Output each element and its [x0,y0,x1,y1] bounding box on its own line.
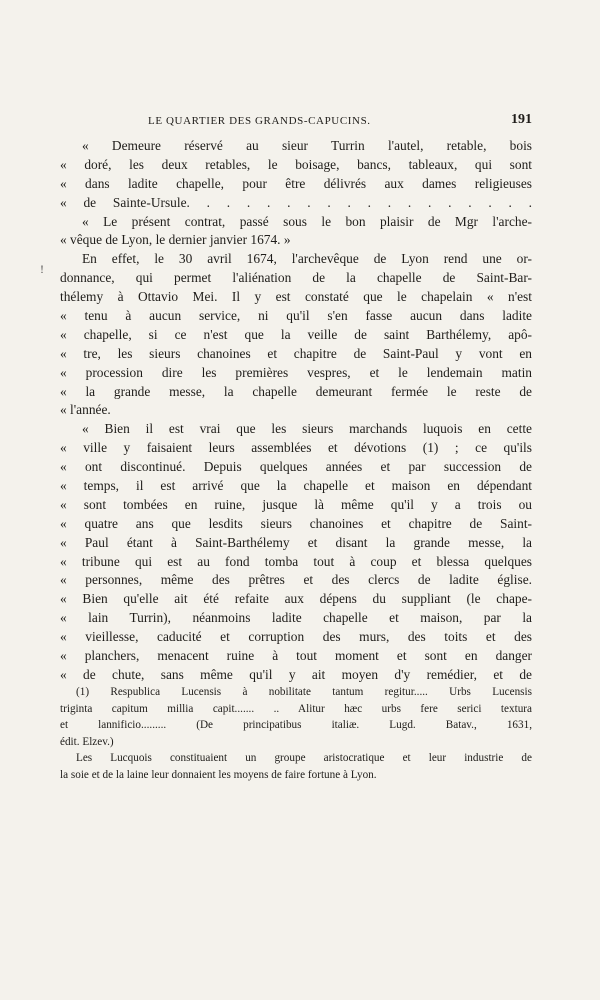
text-line: « de chute, sans même qu'il y ait moyen d'y remédier, et de [60,666,532,682]
text-line: « l'année. [60,402,111,418]
text-line: « tre, les sieurs chanoines et chapitre de Saint-Paul y vont en [60,345,532,361]
body-text [60,137,532,685]
text-line: « procession dire les premières vespres, et le lendemain matin [60,364,532,380]
text-line: « tribune qui est au fond tomba tout à coup et blessa quelques [60,553,532,569]
text-line: « planchers, menacent ruine à tout moment et sont en danger [60,648,532,664]
text-line: « quatre ans que lesdits sieurs chanoines et chapitre de Saint- [60,515,532,531]
text-line: « ville y faisaient leurs assemblées et dévotions (1) ; ce qu'ils [60,440,532,456]
text-line: « chapelle, si ce n'est que la veille de saint Barthélemy, apô- [60,326,532,342]
footnote [60,684,532,783]
page-header [60,112,532,132]
footnote-line: et lannificio......... (De principatibus italiæ. Lugd. Batav., 1631, [60,719,532,731]
text-line: « ont discontinué. Depuis quelques années et par succession de [60,459,532,475]
text-line: « Bien il est vrai que les sieurs marchands luquois en cette [82,421,532,437]
footnote-line: la soie et de la laine leur donnaient les moyens de faire fortune à Lyon. [60,768,377,781]
text-line: « personnes, même des prêtres et des clercs de ladite église. [60,572,532,588]
text-line: « vêque de Lyon, le dernier janvier 1674. » [60,232,291,248]
running-title: LE QUARTIER DES GRANDS-CAPUCINS. [148,115,371,127]
page-number: 191 [511,112,532,127]
text-line: « tenu à aucun service, ni qu'il s'en fasse aucun dans ladite [60,308,532,324]
text-line: « dans ladite chapelle, pour être délivrés aux dames religieuses [60,175,532,191]
footnote-line: triginta capitum millia capit....... .. Alitur hæc urbs fere serici textura [60,702,532,715]
text-line: En effet, le 30 avril 1674, l'archevêque de Lyon rend une or- [82,251,532,267]
footnote-line: édit. Elzev.) [60,735,114,748]
text-line: donnance, qui permet l'aliénation de la chapelle de Saint-Bar- [60,270,532,286]
text-line: « vieillesse, caducité et corruption des murs, des toits et des [60,629,532,645]
footnote-line: Les Lucquois constituaient un groupe aristocratique et leur industrie de [76,752,532,764]
text-line: « Le présent contrat, passé sous le bon plaisir de Mgr l'arche- [82,213,532,229]
text-line: « sont tombées en ruine, jusque là même qu'il y a trois ou [60,496,532,512]
text-line: « Demeure réservé au sieur Turrin l'autel, retable, bois [82,138,532,153]
text-line: « temps, il est arrivé que la chapelle et maison en dépendant [60,478,532,494]
text-line: « Bien qu'elle ait été refaite aux dépens du suppliant (le chape- [60,591,532,607]
text-line: « Paul étant à Saint-Barthélemy et disant la grande messe, la [60,534,532,550]
text-line: « lain Turrin), néanmoins ladite chapelle et maison, par la [60,610,532,626]
text-line: « la grande messe, la chapelle demeurant fermée le reste de [60,383,532,399]
footnote-line: (1) Respublica Lucensis à nobilitate tantum regitur..... Urbs Lucensis [76,686,532,698]
text-line: « de Sainte-Ursule. . . . . . . . . . . . . . . . . . [60,194,532,210]
margin-mark: ! [40,262,44,276]
text-line: thélemy à Ottavio Mei. Il y est constaté que le chapelain « n'est [60,289,532,305]
text-line: « doré, les deux retables, le boisage, bancs, tableaux, qui sont [60,156,532,172]
